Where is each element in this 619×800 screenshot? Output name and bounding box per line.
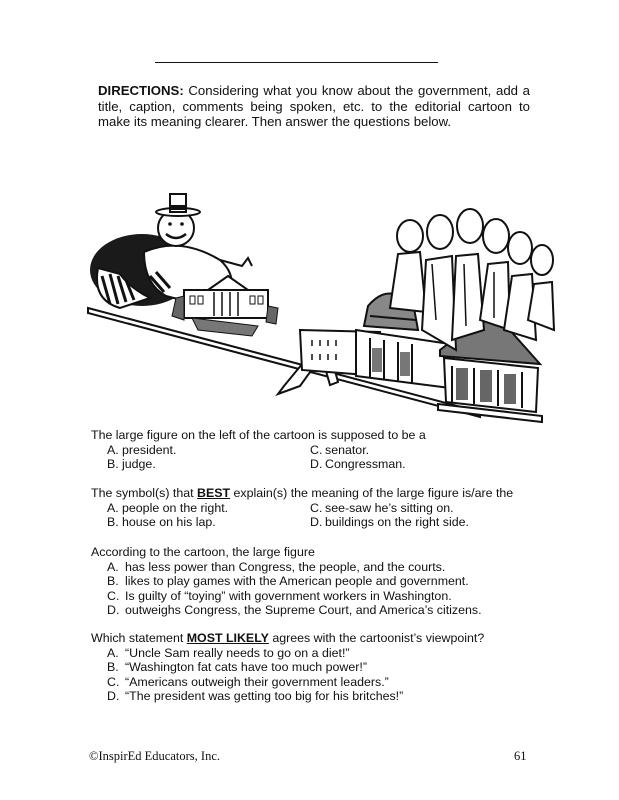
option-b[interactable] bbox=[107, 660, 541, 675]
option-letter: B. bbox=[107, 660, 119, 675]
question-2-stem-before: The symbol(s) that bbox=[91, 486, 198, 500]
option-text: “Washington fat cats have too much power!” bbox=[125, 660, 367, 675]
question-4-emphasis: MOST LIKELY bbox=[186, 631, 269, 645]
question-1-stem bbox=[91, 428, 541, 443]
editorial-cartoon bbox=[80, 180, 560, 430]
option-d[interactable] bbox=[107, 603, 541, 618]
option-d[interactable] bbox=[310, 515, 530, 530]
option-c[interactable] bbox=[107, 675, 541, 690]
option-letter: C. bbox=[310, 442, 323, 457]
option-text: president. bbox=[122, 442, 177, 457]
question-1-stem-text: The large figure on the left of the cartoon is supposed to be a bbox=[91, 428, 426, 442]
option-a[interactable] bbox=[107, 501, 310, 516]
question-2-stem bbox=[91, 486, 541, 501]
option-text: buildings on the right side. bbox=[325, 515, 469, 530]
option-a[interactable] bbox=[107, 646, 541, 661]
option-b[interactable] bbox=[107, 457, 310, 472]
option-d[interactable] bbox=[310, 457, 530, 472]
question-2-options bbox=[107, 501, 541, 530]
page-number: 61 bbox=[514, 749, 527, 763]
option-text: “Uncle Sam really needs to go on a diet!” bbox=[125, 645, 350, 660]
question-4-stem-before: Which statement bbox=[91, 631, 187, 645]
question-4-stem bbox=[91, 631, 541, 646]
question-2 bbox=[91, 486, 541, 530]
option-letter: C. bbox=[310, 500, 323, 515]
option-b[interactable] bbox=[107, 574, 541, 589]
option-letter: A. bbox=[107, 559, 119, 574]
option-text: Is guilty of “toying” with government workers in Washington. bbox=[125, 588, 452, 603]
question-3-stem-text: According to the cartoon, the large figure bbox=[91, 545, 315, 559]
option-a[interactable] bbox=[107, 560, 541, 575]
question-2-stem-after: explain(s) the meaning of the large figure is/are the bbox=[230, 486, 514, 500]
question-4 bbox=[91, 631, 541, 704]
option-letter: D. bbox=[310, 457, 323, 472]
option-text: has less power than Congress, the people, and the courts. bbox=[125, 559, 446, 574]
option-c[interactable] bbox=[310, 501, 530, 516]
question-1 bbox=[91, 428, 541, 472]
option-letter: C. bbox=[107, 674, 120, 689]
option-letter: D. bbox=[310, 515, 323, 530]
copyright: ©InspirEd Educators, Inc. bbox=[89, 749, 220, 763]
option-letter: A. bbox=[107, 442, 119, 457]
question-3-stem bbox=[91, 545, 541, 560]
option-letter: B. bbox=[107, 574, 119, 589]
option-text: outweighs Congress, the Supreme Court, and America’s citizens. bbox=[125, 603, 482, 618]
option-letter: A. bbox=[107, 500, 119, 515]
option-text: Congressman. bbox=[325, 457, 406, 472]
option-text: “The president was getting too big for his britches!” bbox=[125, 689, 404, 704]
title-blank-line bbox=[155, 62, 438, 63]
option-b[interactable] bbox=[107, 515, 310, 530]
option-text: see-saw he’s sitting on. bbox=[325, 500, 454, 515]
option-c[interactable] bbox=[107, 589, 541, 604]
question-4-stem-after: agrees with the cartoonist’s viewpoint? bbox=[268, 631, 485, 645]
question-4-options bbox=[107, 646, 541, 704]
option-a[interactable] bbox=[107, 443, 310, 458]
option-letter: C. bbox=[107, 588, 120, 603]
option-d[interactable] bbox=[107, 689, 541, 704]
directions-text: Considering what you know about the government, add a title, caption, comments being spoken, etc. to the editorial cartoon to make its meaning clearer. Then answer the questions below. bbox=[98, 83, 530, 129]
option-text: judge. bbox=[122, 457, 156, 472]
option-letter: D. bbox=[107, 603, 120, 618]
option-c[interactable] bbox=[310, 443, 530, 458]
question-1-options bbox=[107, 443, 541, 472]
question-3-options bbox=[107, 560, 541, 618]
option-text: “Americans outweigh their government leaders.” bbox=[125, 674, 389, 689]
directions bbox=[98, 83, 530, 130]
option-text: house on his lap. bbox=[122, 515, 216, 530]
option-text: likes to play games with the American people and government. bbox=[125, 574, 469, 589]
question-2-emphasis: BEST bbox=[197, 486, 231, 500]
option-letter: B. bbox=[107, 515, 119, 530]
option-letter: B. bbox=[107, 457, 119, 472]
question-3 bbox=[91, 545, 541, 618]
option-text: people on the right. bbox=[122, 500, 229, 515]
directions-label: DIRECTIONS: bbox=[98, 83, 184, 98]
option-text: senator. bbox=[325, 442, 370, 457]
option-letter: D. bbox=[107, 689, 120, 704]
option-letter: A. bbox=[107, 645, 119, 660]
